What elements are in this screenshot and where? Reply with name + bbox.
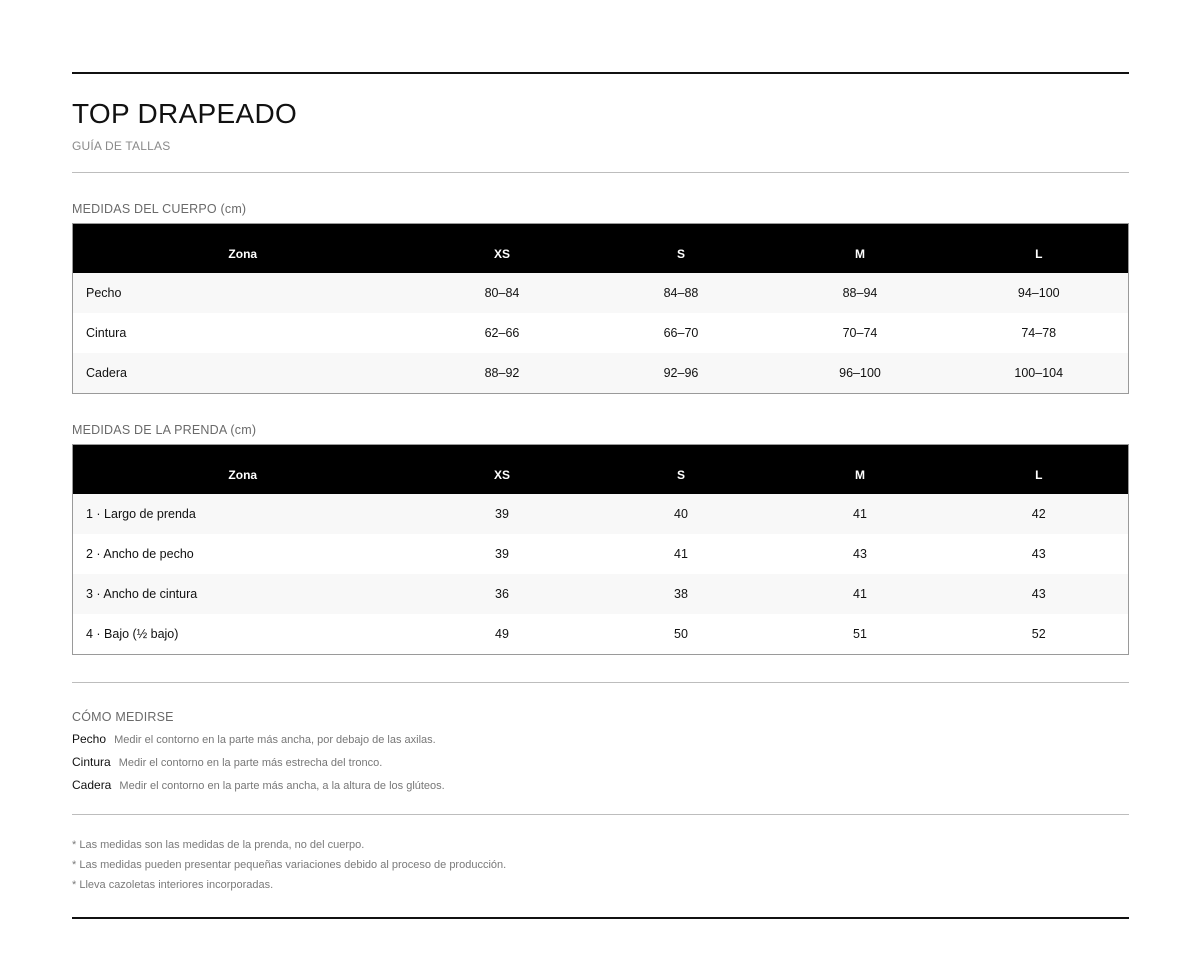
note-line: * Las medidas pueden presentar pequeñas variaciones debido al proceso de producción. [72,859,507,871]
zone-cell: 3 · Ancho de cintura [73,574,413,614]
column-header: M [771,445,950,495]
size-cell: 42 [950,494,1129,534]
size-cell: 43 [950,534,1129,574]
column-header: L [950,445,1129,495]
how-to-item [72,777,1129,794]
size-cell: 41 [771,494,950,534]
notes [72,835,1129,895]
column-header: XS [413,445,592,495]
header-divider [72,172,1129,173]
size-cell: 84–88 [592,273,771,313]
column-header: Zona [73,445,413,495]
table-header-row [73,224,1129,274]
table-header-row [73,445,1129,495]
column-header: Zona [73,224,413,274]
size-cell: 38 [592,574,771,614]
column-header: S [592,445,771,495]
table-row [73,313,1129,353]
section-divider [72,682,1129,683]
size-cell: 96–100 [771,353,950,394]
bottom-divider [72,917,1129,919]
zone-cell: Cintura [73,313,413,353]
page-title: TOP DRAPEADO [72,98,298,129]
how-to-description: Medir el contorno en la parte más ancha, a la altura de los glúteos. [119,780,445,792]
zone-cell: 2 · Ancho de pecho [73,534,413,574]
how-to-term: Cadera [72,778,112,792]
size-cell: 36 [413,574,592,614]
size-cell: 70–74 [771,313,950,353]
size-cell: 50 [592,614,771,655]
size-cell: 43 [771,534,950,574]
body-measurements-table [72,223,1129,394]
how-to-measure [72,709,1129,794]
size-cell: 39 [413,534,592,574]
size-cell: 41 [592,534,771,574]
size-cell: 88–92 [413,353,592,394]
zone-cell: Cadera [73,353,413,394]
how-to-item [72,754,1129,771]
table-row [73,574,1129,614]
zone-cell: 1 · Largo de prenda [73,494,413,534]
top-divider [72,72,1129,74]
table-row [73,614,1129,655]
note-line: * Lleva cazoletas interiores incorporadas. [72,879,274,891]
column-header: XS [413,224,592,274]
garment-measurements-table [72,444,1129,655]
zone-cell: 4 · Bajo (½ bajo) [73,614,413,655]
size-cell: 39 [413,494,592,534]
column-header: M [771,224,950,274]
size-guide-page [72,72,1129,919]
how-to-measure-title: CÓMO MEDIRSE [72,710,174,724]
size-cell: 51 [771,614,950,655]
size-cell: 66–70 [592,313,771,353]
table-row [73,494,1129,534]
how-to-item [72,731,1129,748]
how-to-description: Medir el contorno en la parte más ancha, por debajo de las axilas. [114,734,436,746]
column-header: L [950,224,1129,274]
size-cell: 80–84 [413,273,592,313]
table-row [73,353,1129,394]
size-cell: 52 [950,614,1129,655]
column-header: S [592,224,771,274]
size-cell: 94–100 [950,273,1129,313]
garment-measurements-label: MEDIDAS DE LA PRENDA (cm) [72,423,257,437]
how-to-term: Cintura [72,755,111,769]
table-row [73,534,1129,574]
how-to-description: Medir el contorno en la parte más estrecha del tronco. [118,757,383,769]
size-cell: 74–78 [950,313,1129,353]
notes-divider [72,814,1129,815]
body-measurements-label: MEDIDAS DEL CUERPO (cm) [72,202,247,216]
zone-cell: Pecho [73,273,413,313]
page-subtitle: GUÍA DE TALLAS [72,139,171,153]
size-cell: 43 [950,574,1129,614]
note-line: * Las medidas son las medidas de la prenda, no del cuerpo. [72,839,365,851]
size-cell: 100–104 [950,353,1129,394]
size-cell: 49 [413,614,592,655]
size-cell: 40 [592,494,771,534]
size-cell: 41 [771,574,950,614]
size-cell: 62–66 [413,313,592,353]
size-cell: 92–96 [592,353,771,394]
size-cell: 88–94 [771,273,950,313]
how-to-term: Pecho [72,732,107,746]
table-row [73,273,1129,313]
